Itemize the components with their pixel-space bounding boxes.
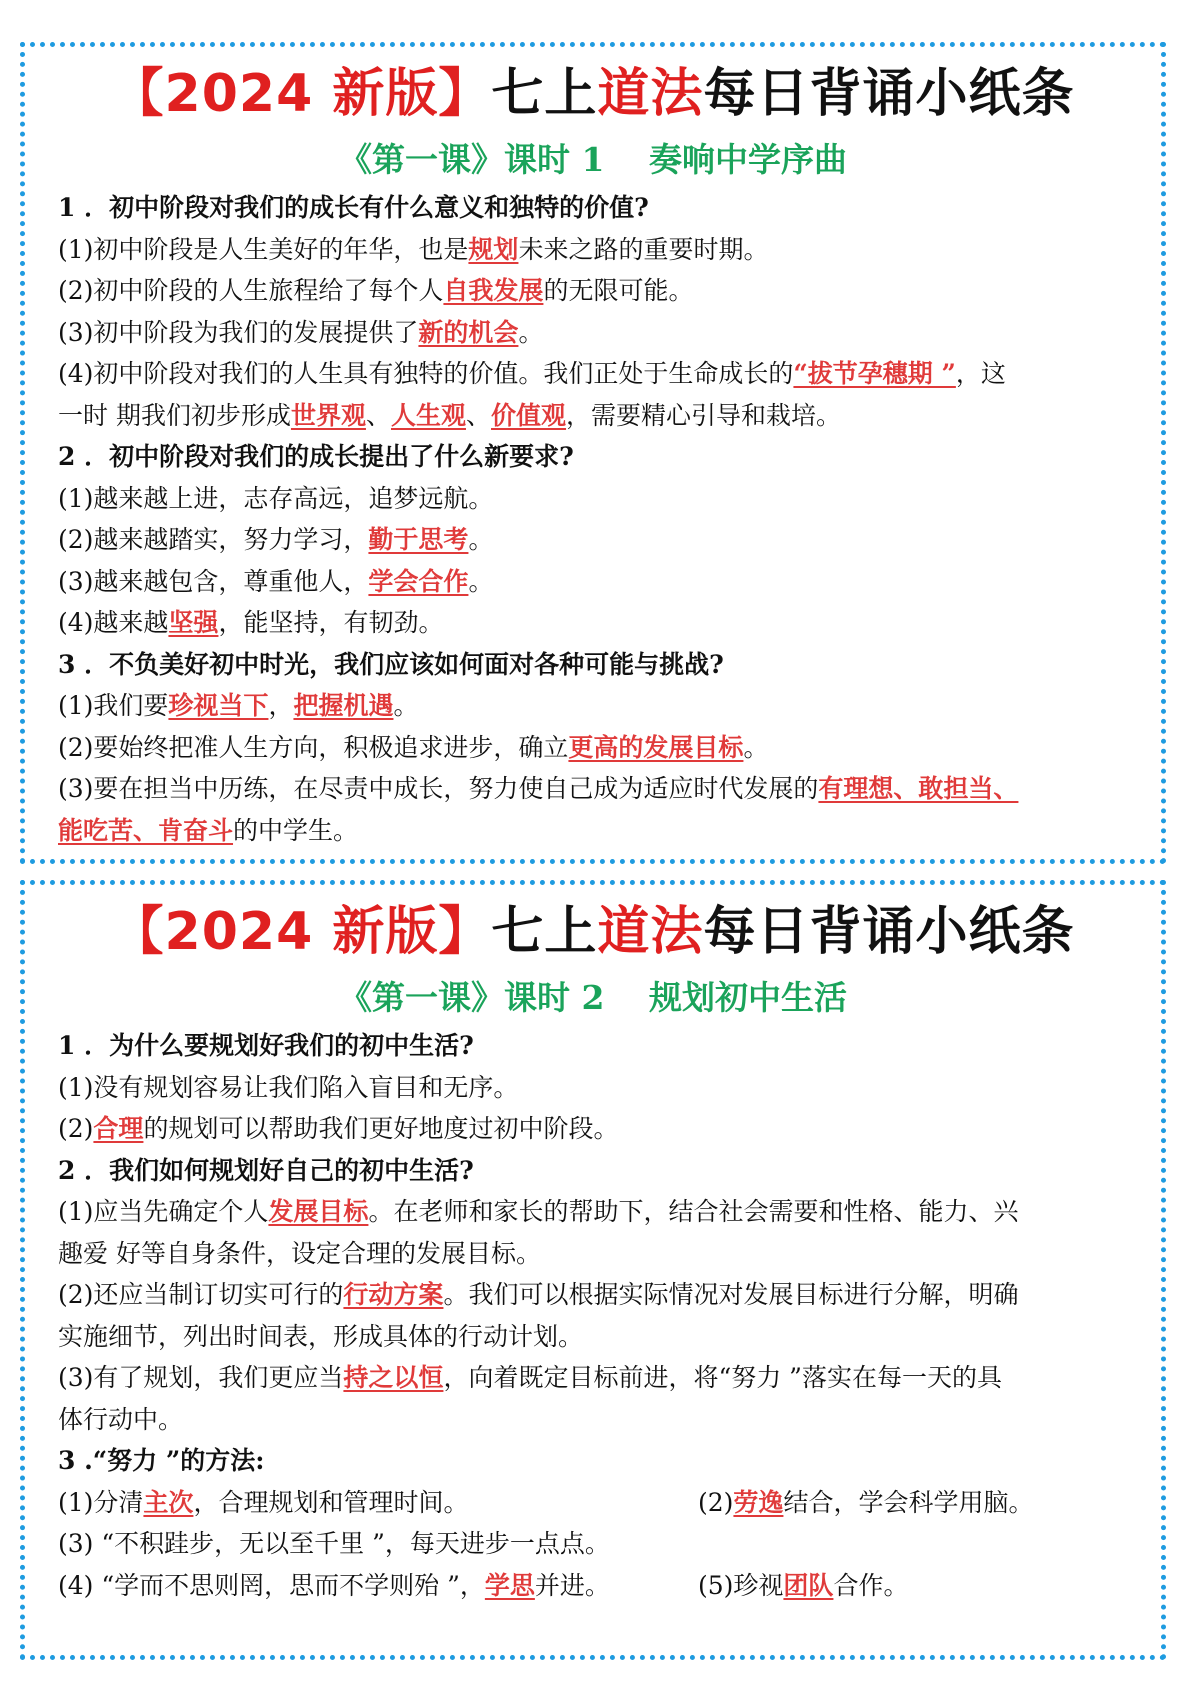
note-card-1	[20, 42, 1166, 864]
lesson-subtitle: 《第一课》课时 2 规划初中生活	[339, 978, 847, 1017]
answer-line: (4)初中阶段对我们的人生具有独特的价值。我们正处于生命成长的“拔节孕穗期 ”，这	[58, 359, 1006, 388]
question-1: 1 ．为什么要规划好我们的初中生活?	[58, 1031, 474, 1060]
card-content	[25, 187, 1161, 851]
lesson-subtitle: 《第一课》课时 1 奏响中学序曲	[339, 140, 847, 179]
title-bracket-close: 】	[438, 64, 492, 124]
key-term: 新的机会	[418, 317, 519, 347]
key-term: 世界观	[290, 400, 366, 430]
method-item: (1)分清主次，合理规划和管理时间。	[58, 1487, 469, 1517]
key-term: 行动方案	[343, 1280, 444, 1309]
method-item: (2)劳逸结合，学会科学用脑。	[698, 1487, 1034, 1517]
card-title	[25, 59, 1161, 129]
card-title	[25, 897, 1161, 967]
key-term: 规划	[468, 234, 519, 264]
question-1: 1 ．初中阶段对我们的成长有什么意义和独特的价值?	[58, 193, 649, 222]
key-term: 持之以恒	[343, 1363, 444, 1392]
title-grade: 七上	[491, 64, 598, 124]
question-3: 3 ．不负美好初中时光，我们应该如何面对各种可能与挑战?	[58, 649, 724, 679]
title-bracket-open: 【	[111, 64, 165, 124]
title-bracket-open: 【	[111, 902, 165, 962]
answer-line: (2)还应当制订切实可行的行动方案。我们可以根据实际情况对发展目标进行分解，明确	[58, 1280, 1019, 1309]
key-term: 学思	[484, 1570, 535, 1600]
title-bracket-close: 】	[438, 902, 492, 962]
answer-line: (3)初中阶段为我们的发展提供了新的机会。	[58, 317, 544, 347]
key-term: “拔节孕穗期 ”	[793, 359, 956, 388]
question-2: 2 ．我们如何规划好自己的初中生活?	[58, 1155, 474, 1185]
card-content	[25, 1025, 1161, 1606]
answer-line: (1)应当先确定个人发展目标。在老师和家长的帮助下，结合社会需要和性格、能力、兴	[58, 1197, 1019, 1226]
key-term: 自我发展	[443, 276, 544, 305]
key-term: 主次	[143, 1487, 194, 1517]
answer-line: 能吃苦、肯奋斗的中学生。	[58, 815, 359, 845]
title-subject: 道法	[597, 64, 704, 124]
answer-line: (1)初中阶段是人生美好的年华，也是规划未来之路的重要时期。	[58, 234, 769, 264]
answer-line: (2)合理的规划可以帮助我们更好地度过初中阶段。	[58, 1114, 619, 1143]
answer-line: (4)越来越坚强，能坚持，有韧劲。	[58, 608, 444, 637]
method-item: (3) “不积跬步，无以至千里 ”，每天进步一点点。	[58, 1529, 610, 1558]
key-term: 人生观	[390, 400, 466, 430]
note-card-2	[20, 880, 1166, 1660]
answer-line: (3)要在担当中历练，在尽责中成长，努力使自己成为适应时代发展的有理想、敢担当、	[58, 774, 1019, 803]
method-row	[58, 1565, 1131, 1607]
key-term: 勤于思考	[368, 525, 469, 554]
answer-line: (1)我们要珍视当下，把握机遇。	[58, 691, 419, 720]
key-term: 坚强	[168, 608, 219, 637]
key-term: 合理	[93, 1114, 144, 1143]
key-term: 有理想、敢担当、	[818, 774, 1019, 803]
title-edition: 2024 新版	[164, 902, 439, 962]
answer-line: (2)要始终把准人生方向，积极追求进步，确立更高的发展目标。	[58, 732, 769, 762]
key-term: 更高的发展目标	[568, 732, 744, 762]
answer-line: 趣爱 好等自身条件，设定合理的发展目标。	[58, 1238, 541, 1268]
key-term: 学会合作	[368, 566, 469, 596]
key-term: 团队	[783, 1570, 834, 1600]
method-row	[58, 1482, 1131, 1524]
title-subject: 道法	[597, 902, 704, 962]
key-term: 劳逸	[733, 1487, 784, 1517]
answer-line: 一时 期我们初步形成世界观、人生观、价值观，需要精心引导和栽培。	[58, 400, 842, 430]
method-item: (5)珍视团队合作。	[698, 1570, 909, 1600]
answer-line: (1)没有规划容易让我们陷入盲目和无序。	[58, 1072, 519, 1102]
key-term: 把握机遇	[293, 691, 394, 720]
answer-line: (3)越来越包含，尊重他人，学会合作。	[58, 566, 494, 596]
title-edition: 2024 新版	[164, 64, 439, 124]
answer-line: 实施细节，列出时间表，形成具体的行动计划。	[58, 1321, 584, 1351]
key-term: 能吃苦、肯奋斗	[58, 815, 234, 845]
question-3: 3 .“努力 ”的方法:	[58, 1446, 265, 1475]
method-item: (4) “学而不思则罔，思而不学则殆 ”，学思并进。	[58, 1570, 610, 1600]
key-term: 珍视当下	[168, 691, 269, 720]
answer-line: (2)越来越踏实，努力学习，勤于思考。	[58, 525, 494, 554]
title-grade: 七上	[491, 902, 598, 962]
question-2: 2 ．初中阶段对我们的成长提出了什么新要求?	[58, 442, 574, 471]
answer-line: (3)有了规划，我们更应当持之以恒，向着既定目标前进，将“努力 ”落实在每一天的具	[58, 1363, 1002, 1392]
answer-line: (1)越来越上进，志存高远，追梦远航。	[58, 483, 494, 513]
answer-line: 体行动中。	[58, 1404, 184, 1434]
key-term: 发展目标	[268, 1197, 369, 1226]
title-rest: 每日背诵小纸条	[703, 902, 1075, 962]
key-term: 价值观	[491, 400, 567, 430]
title-rest: 每日背诵小纸条	[703, 64, 1075, 124]
answer-line: (2)初中阶段的人生旅程给了每个人自我发展的无限可能。	[58, 276, 694, 305]
